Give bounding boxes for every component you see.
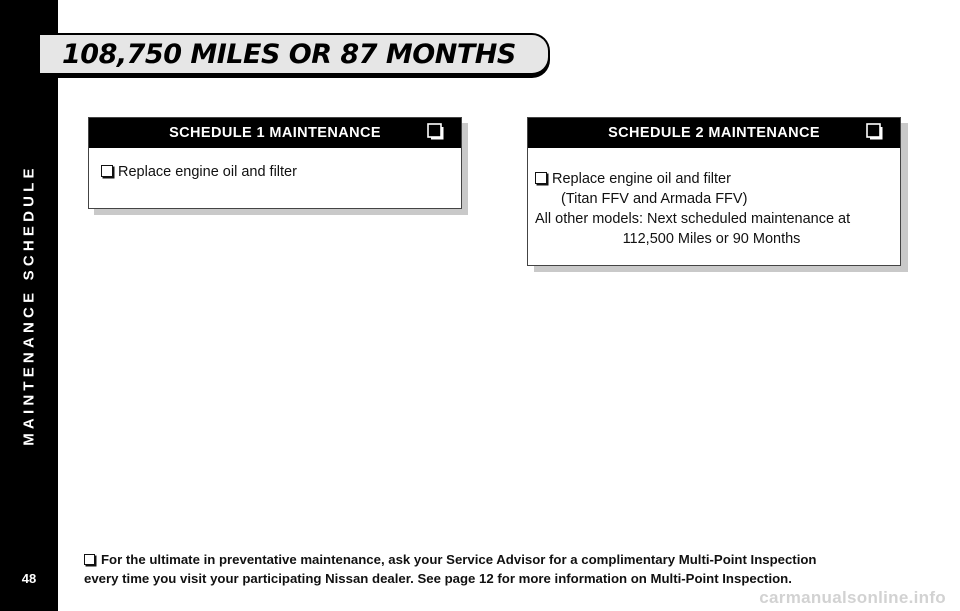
schedule1-header [89,118,461,148]
schedule2-note-line1: All other models: Next scheduled maintenance at [535,211,851,227]
schedule1-box [88,117,462,209]
page-number: 48 [21,571,37,586]
schedule1-body [89,148,461,182]
footer-line1-text: For the ultimate in preventative maintenance, ask your Service Advisor for a complimentary Multi-Point Inspection [101,552,817,567]
checkbox-icon [535,172,547,184]
schedule2-item-text: Replace engine oil and filter [552,171,731,187]
schedule2-header [528,118,900,148]
banner-title: 108,750 MILES OR 87 MONTHS [62,39,516,70]
header-banner [40,33,550,75]
side-title: MAINTENANCE SCHEDULE [20,164,38,446]
schedule2-box [527,117,901,266]
checkbox-icon [427,123,445,141]
checkbox-icon [866,123,884,141]
schedule1-item [101,162,449,182]
checkbox-icon [84,554,95,565]
schedule1-item-text: Replace engine oil and filter [118,164,297,180]
schedule2-title: SCHEDULE 2 MAINTENANCE [608,125,820,141]
checkbox-icon [101,165,113,177]
footer-line2: every time you visit your participating Nissan dealer. See page 12 for more information on Multi-Point Inspection. [84,571,792,586]
schedule2-item [535,169,888,189]
schedule2-note-line2: 112,500 Miles or 90 Months [622,231,801,247]
schedule1-title: SCHEDULE 1 MAINTENANCE [169,125,381,141]
footer-line1 [84,550,944,569]
watermark: carmanualsonline.info [759,588,946,607]
schedule2-item-sub: (Titan FFV and Armada FFV) [561,191,748,207]
side-bar [0,0,58,611]
footer-note [84,550,944,588]
schedule2-body [528,148,900,249]
